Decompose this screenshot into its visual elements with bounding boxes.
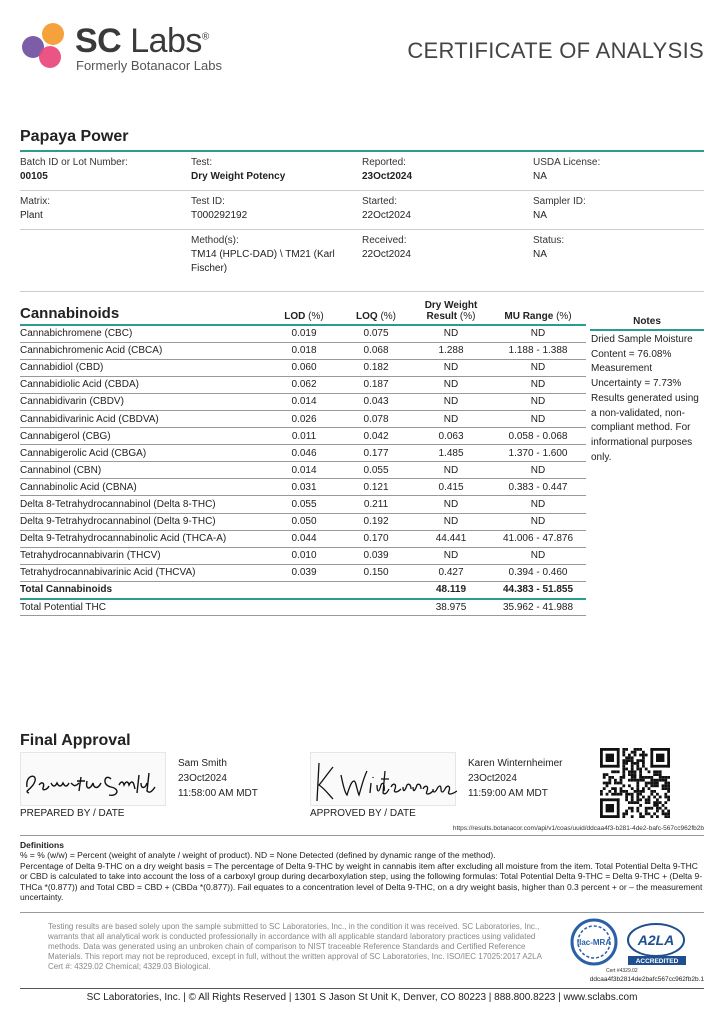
info-value: 22Oct2024	[362, 210, 411, 221]
definitions-body	[20, 850, 704, 903]
info-label: Sampler ID:	[533, 196, 586, 207]
cert-number: Cert #4329.02	[606, 968, 638, 974]
table-cell-result: 48.119	[412, 581, 490, 598]
table-cell-result: ND	[412, 513, 490, 530]
table-cell-lod: 0.046	[268, 445, 340, 462]
table-row	[20, 428, 586, 445]
table-cell-name: Cannabidiol (CBD)	[20, 359, 268, 376]
table-cell-name: Tetrahydrocannabivarin (THCV)	[20, 547, 268, 564]
accreditation-logos	[568, 918, 704, 970]
table-row	[20, 496, 586, 513]
table-cell-loq: 0.192	[340, 513, 412, 530]
table-cell-name: Total Potential THC	[20, 599, 268, 616]
info-value: T000292192	[191, 210, 248, 221]
definitions-divider	[20, 835, 704, 836]
definitions-title: Definitions	[20, 840, 64, 850]
table-cell-name: Delta 9-Tetrahydrocannabinolic Acid (THCA-A)	[20, 530, 268, 547]
info-label: Started:	[362, 196, 398, 207]
table-cell-lod: 0.039	[268, 564, 340, 581]
signature-k-winternheimer	[311, 753, 457, 807]
table-row	[20, 530, 586, 547]
info-value: Plant	[20, 210, 43, 221]
table-cell-mu: ND	[490, 496, 586, 513]
table-cell-name: Tetrahydrocannabivarinic Acid (THCVA)	[20, 564, 268, 581]
approved-by-date: 23Oct2024	[468, 773, 517, 784]
table-cell-empty	[268, 581, 340, 598]
table-cell-mu: ND	[490, 410, 586, 427]
table-cell-loq: 0.150	[340, 564, 412, 581]
table-row	[20, 564, 586, 581]
info-label: Received:	[362, 235, 407, 246]
table-cell-name: Cannabinol (CBN)	[20, 462, 268, 479]
result-header: Dry Weight Result (%)	[412, 300, 490, 325]
table-cell-name: Cannabigerolic Acid (CBGA)	[20, 445, 268, 462]
mu-range-header: MU Range (%)	[490, 300, 586, 325]
table-cell-mu: ND	[490, 376, 586, 393]
table-cell-lod: 0.018	[268, 342, 340, 359]
signature-samantha-smith	[21, 753, 167, 807]
table-cell-mu: 35.962 - 41.988	[490, 599, 586, 616]
lod-header: LOD (%)	[268, 300, 340, 325]
table-cell-mu: 0.058 - 0.068	[490, 428, 586, 445]
table-cell-lod: 0.026	[268, 410, 340, 427]
qr-code-icon[interactable]	[600, 748, 670, 818]
sc-labs-logo	[20, 20, 230, 75]
info-cell	[533, 191, 704, 229]
approved-by-time: 11:59:00 AM MDT	[468, 788, 548, 799]
table-cell-lod: 0.010	[268, 547, 340, 564]
table-cell-loq: 0.170	[340, 530, 412, 547]
prepared-by-info	[178, 756, 258, 801]
prepared-signature-image	[20, 752, 166, 806]
info-label: Reported:	[362, 157, 406, 168]
info-label: Matrix:	[20, 196, 50, 207]
brand-subtitle: Formerly Botanacor Labs	[76, 58, 222, 73]
table-cell-result: 1.288	[412, 342, 490, 359]
table-cell-mu: ND	[490, 393, 586, 410]
info-value: NA	[533, 210, 547, 221]
info-cell	[20, 191, 191, 229]
prepared-by-time: 11:58:00 AM MDT	[178, 788, 258, 799]
info-value: 00105	[20, 171, 48, 182]
info-value: 22Oct2024	[362, 249, 411, 260]
info-value: NA	[533, 171, 547, 182]
table-cell-mu: ND	[490, 513, 586, 530]
table-cell-empty	[268, 599, 340, 616]
table-cell-result: ND	[412, 325, 490, 342]
info-value: 23Oct2024	[362, 171, 413, 182]
table-cell-loq: 0.121	[340, 479, 412, 496]
product-name: Papaya Power	[20, 128, 129, 145]
info-cell	[191, 230, 362, 291]
table-cell-name: Cannabidivarin (CBDV)	[20, 393, 268, 410]
table-cell-name: Cannabichromene (CBC)	[20, 325, 268, 342]
info-value: Dry Weight Potency	[191, 171, 286, 182]
prepared-by-label: PREPARED BY / DATE	[20, 808, 125, 819]
approved-by-label: APPROVED BY / DATE	[310, 808, 416, 819]
table-row	[20, 325, 586, 342]
info-label: Test:	[191, 157, 213, 168]
definitions-line-1: % = % (w/w) = Percent (weight of analyte / weight of product). ND = None Detected (defined by dynamic range of the method).	[20, 850, 496, 860]
notes-text: Dried Sample Moisture Content = 76.08% Measurement Uncertainty = 7.73% Results generated using a non-validated, non-compliant method. For informational purposes only.	[591, 334, 699, 463]
table-cell-result: ND	[412, 462, 490, 479]
table-cell-empty	[340, 581, 412, 598]
info-label: Test ID:	[191, 196, 225, 207]
sample-info-grid	[20, 152, 704, 292]
info-row	[20, 152, 704, 191]
info-cell	[362, 191, 533, 229]
table-row	[20, 376, 586, 393]
table-cell-loq: 0.177	[340, 445, 412, 462]
table-row	[20, 547, 586, 564]
info-cell	[20, 230, 191, 291]
table-cell-name: Cannabidivarinic Acid (CBDVA)	[20, 410, 268, 427]
table-cell-empty	[340, 599, 412, 616]
ilac-text: ilac-MRA	[576, 938, 612, 947]
table-cell-result: 1.485	[412, 445, 490, 462]
table-cell-loq: 0.078	[340, 410, 412, 427]
three-dots-logo-icon	[20, 20, 70, 70]
definitions-bottom-divider	[20, 912, 704, 913]
table-cell-mu: 41.006 - 47.876	[490, 530, 586, 547]
info-cell	[533, 230, 704, 291]
table-cell-result: 0.427	[412, 564, 490, 581]
table-cell-result: ND	[412, 410, 490, 427]
final-approval-title: Final Approval	[20, 732, 131, 749]
table-row	[20, 479, 586, 496]
loq-header: LOQ (%)	[340, 300, 412, 325]
info-row	[20, 230, 704, 292]
table-cell-loq: 0.182	[340, 359, 412, 376]
table-cell-name: Cannabinolic Acid (CBNA)	[20, 479, 268, 496]
table-cell-name: Total Cannabinoids	[20, 581, 268, 598]
table-row	[20, 513, 586, 530]
accredited-text: ACCREDITED	[635, 958, 679, 965]
table-cell-mu: 0.383 - 0.447	[490, 479, 586, 496]
approved-by-info	[468, 756, 562, 801]
table-cell-mu: 1.370 - 1.600	[490, 445, 586, 462]
footer-divider	[20, 988, 704, 989]
document-title: CERTIFICATE OF ANALYSIS	[407, 38, 704, 63]
document-hash: ddcaa4f3b2814de2bafc567cc962fb2b.1	[589, 976, 704, 983]
table-cell-loq: 0.055	[340, 462, 412, 479]
info-row	[20, 191, 704, 230]
table-cell-lod: 0.031	[268, 479, 340, 496]
table-cell-lod: 0.062	[268, 376, 340, 393]
table-cell-result: ND	[412, 376, 490, 393]
table-cell-lod: 0.014	[268, 393, 340, 410]
results-url[interactable]: https://results.botanacor.com/api/v1/coas/uuid/ddcaa4f3-b281-4de2-bafc-567cc962fb2b	[452, 825, 704, 832]
table-cell-lod: 0.014	[268, 462, 340, 479]
cannabinoids-table	[20, 300, 586, 616]
table-cell-lod: 0.060	[268, 359, 340, 376]
table-cell-loq: 0.068	[340, 342, 412, 359]
info-cell	[191, 191, 362, 229]
table-cell-loq: 0.039	[340, 547, 412, 564]
table-row	[20, 462, 586, 479]
info-cell	[20, 152, 191, 190]
table-cell-result: ND	[412, 359, 490, 376]
notes-header: Notes	[590, 316, 704, 331]
table-cell-loq: 0.042	[340, 428, 412, 445]
table-cell-name: Cannabidiolic Acid (CBDA)	[20, 376, 268, 393]
info-cell	[362, 230, 533, 291]
info-label: USDA License:	[533, 157, 601, 168]
a2la-text: A2LA	[637, 932, 675, 948]
table-cell-lod: 0.044	[268, 530, 340, 547]
info-label: Method(s):	[191, 235, 239, 246]
info-cell	[191, 152, 362, 190]
brand-name: SC Labs®	[75, 22, 209, 60]
info-cell	[533, 152, 704, 190]
table-row	[20, 581, 586, 598]
table-cell-lod: 0.019	[268, 325, 340, 342]
table-row	[20, 410, 586, 427]
table-cell-lod: 0.050	[268, 513, 340, 530]
table-cell-loq: 0.043	[340, 393, 412, 410]
table-cell-result: ND	[412, 547, 490, 564]
table-cell-mu: 44.383 - 51.855	[490, 581, 586, 598]
table-cell-name: Cannabigerol (CBG)	[20, 428, 268, 445]
info-value: TM14 (HPLC-DAD) \ TM21 (Karl Fischer)	[191, 249, 335, 274]
approved-signature-image	[310, 752, 456, 806]
cannabinoids-title: Cannabinoids	[20, 300, 268, 325]
table-row	[20, 342, 586, 359]
table-cell-result: 38.975	[412, 599, 490, 616]
table-cell-mu: ND	[490, 325, 586, 342]
table-cell-mu: ND	[490, 547, 586, 564]
table-cell-result: 0.063	[412, 428, 490, 445]
table-row	[20, 599, 586, 616]
table-row	[20, 445, 586, 462]
table-cell-mu: 0.394 - 0.460	[490, 564, 586, 581]
table-cell-mu: ND	[490, 462, 586, 479]
info-value: NA	[533, 249, 547, 260]
table-cell-mu: ND	[490, 359, 586, 376]
ilac-a2la-accreditation-icon	[568, 918, 704, 970]
table-row	[20, 393, 586, 410]
table-cell-loq: 0.187	[340, 376, 412, 393]
table-cell-result: 44.441	[412, 530, 490, 547]
table-cell-name: Cannabichromenic Acid (CBCA)	[20, 342, 268, 359]
disclaimer-text: Testing results are based solely upon the sample submitted to SC Laboratories, Inc., in the condition it was received. SC Laboratories, Inc., warrants that all analytical work is conducted professionally in accordance with all applicable standard laboratory practices using validated methods. Data was generated using an unbroken chain of comparison to NIST traceable Reference Standards and Certified Reference Materials. This report may not be reproduced, except in full, without the written approval of SC Laboratories, Inc. ISO/IEC 17025:2017 A2LA Cert #: 4329.02 Chemical; 4329.03 Biological.	[48, 922, 542, 971]
table-row	[20, 359, 586, 376]
info-cell	[362, 152, 533, 190]
approved-by-name: Karen Winternheimer	[468, 758, 563, 769]
table-cell-lod: 0.055	[268, 496, 340, 513]
table-cell-name: Delta 8-Tetrahydrocannabinol (Delta 8-THC)	[20, 496, 268, 513]
info-label: Batch ID or Lot Number:	[20, 157, 128, 168]
table-cell-mu: 1.188 - 1.388	[490, 342, 586, 359]
table-cell-result: ND	[412, 393, 490, 410]
table-cell-lod: 0.011	[268, 428, 340, 445]
prepared-by-name: Sam Smith	[178, 758, 227, 769]
table-cell-result: ND	[412, 496, 490, 513]
definitions-line-2: Percentage of Delta 9-THC on a dry weight basis = The percentage of Delta 9-THC by weight in cannabis item after excluding all moisture from the item. Total Potential Delta 9-THC or CBD is calculated to take into account the loss of a carboxyl group during decarboxylation step, using the following formulas: Total Potential Delta 9-THC = Delta 9-THC + (Delta 9-THCa *(0.877)) and Total CBD = CBD + (CBDa *(0.877)). Fail equates to a concentration level of Delta 9-THC, on a dry weight basis, higher than 0.3 percent + or – the measurement uncertainty.	[20, 860, 703, 902]
table-cell-loq: 0.211	[340, 496, 412, 513]
info-label: Status:	[533, 235, 565, 246]
table-cell-loq: 0.075	[340, 325, 412, 342]
table-cell-result: 0.415	[412, 479, 490, 496]
prepared-by-date: 23Oct2024	[178, 773, 227, 784]
table-cell-name: Delta 9-Tetrahydrocannabinol (Delta 9-THC)	[20, 513, 268, 530]
footer-text: SC Laboratories, Inc. | © All Rights Reserved | 1301 S Jason St Unit K, Denver, CO 80223 | 888.800.8223 | www.sclabs.com	[86, 992, 638, 1003]
